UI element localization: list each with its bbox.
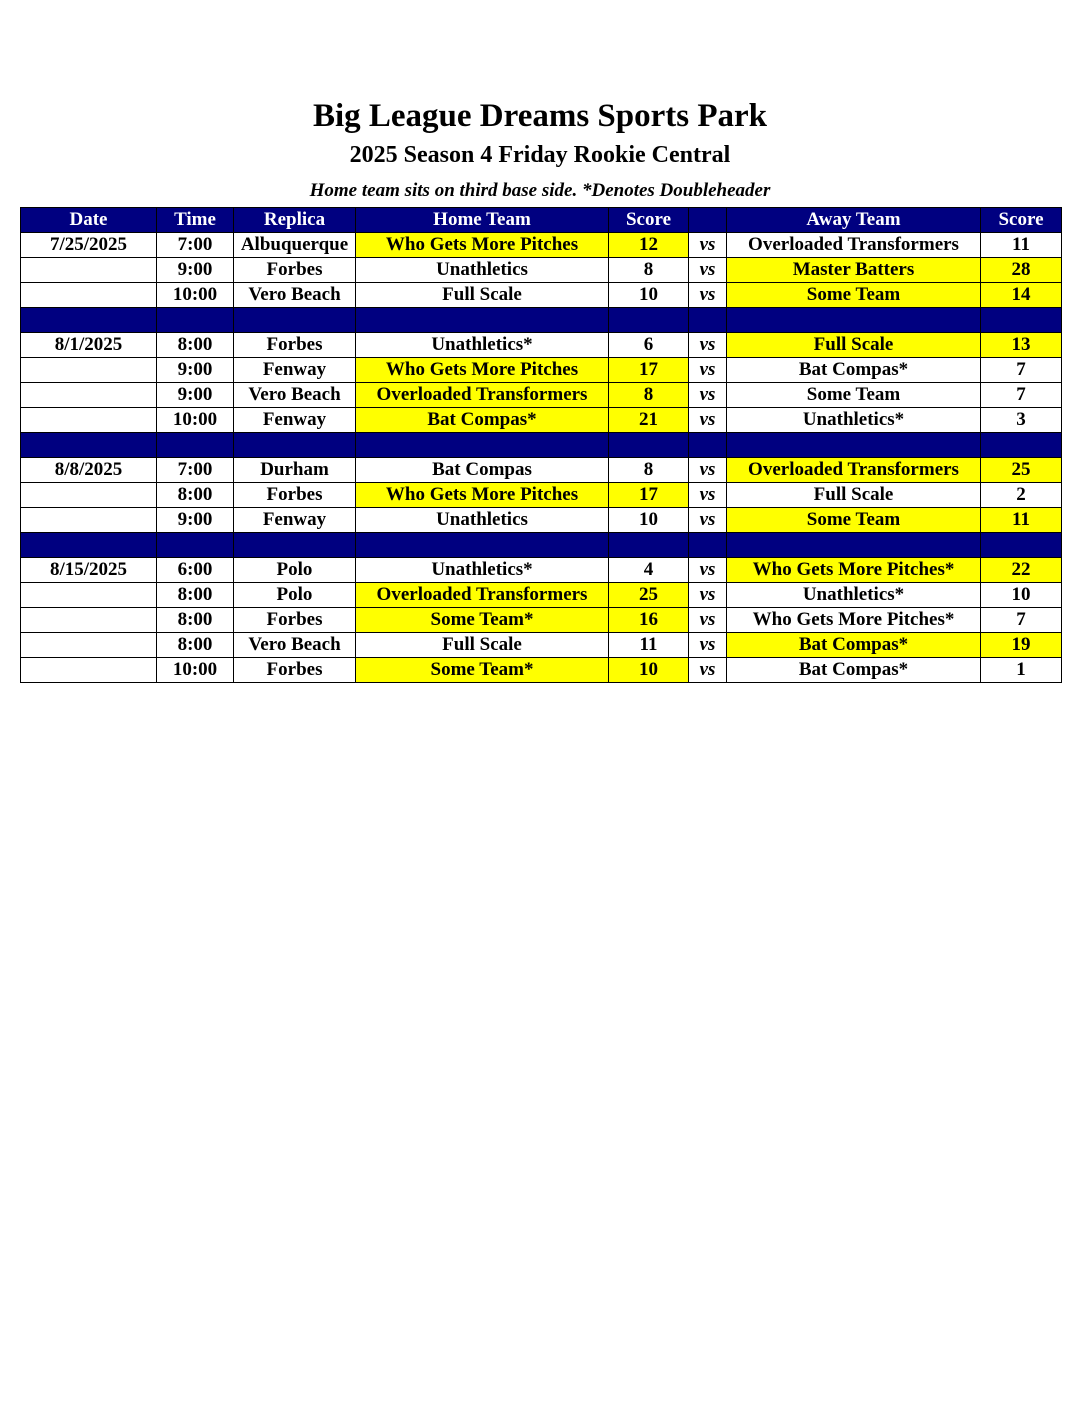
replica-cell: Vero Beach (234, 633, 356, 658)
home-score-cell: 12 (609, 233, 689, 258)
replica-cell: Forbes (234, 333, 356, 358)
separator-cell (689, 533, 727, 558)
date-separator-row (21, 433, 1062, 458)
home-score-cell: 10 (609, 508, 689, 533)
separator-cell (21, 533, 157, 558)
away-score-cell: 11 (981, 508, 1062, 533)
home-score-cell: 17 (609, 483, 689, 508)
schedule-note: Home team sits on third base side. *Denotes Doubleheader (309, 180, 771, 201)
date-cell: 8/8/2025 (21, 458, 157, 483)
separator-cell (981, 308, 1062, 333)
separator-cell (234, 533, 356, 558)
date-cell (21, 508, 157, 533)
replica-cell: Polo (234, 583, 356, 608)
replica-cell: Polo (234, 558, 356, 583)
col-header-home-score: Score (609, 208, 689, 233)
away-score-cell: 22 (981, 558, 1062, 583)
away-score-cell: 7 (981, 383, 1062, 408)
date-cell (21, 608, 157, 633)
home-score-cell: 8 (609, 383, 689, 408)
time-cell: 9:00 (157, 383, 234, 408)
home-team-cell: Overloaded Transformers (356, 583, 609, 608)
home-team-cell: Some Team* (356, 608, 609, 633)
separator-cell (356, 533, 609, 558)
separator-cell (727, 433, 981, 458)
vs-cell: vs (689, 408, 727, 433)
home-team-cell: Unathletics* (356, 333, 609, 358)
home-team-cell: Bat Compas* (356, 408, 609, 433)
game-row (21, 283, 1062, 308)
replica-cell: Forbes (234, 608, 356, 633)
page-title: Big League Dreams Sports Park (312, 98, 768, 134)
game-row (21, 633, 1062, 658)
separator-cell (157, 533, 234, 558)
home-score-cell: 17 (609, 358, 689, 383)
home-score-cell: 8 (609, 258, 689, 283)
home-score-cell: 10 (609, 283, 689, 308)
separator-cell (609, 308, 689, 333)
date-cell (21, 383, 157, 408)
game-row (21, 458, 1062, 483)
time-cell: 8:00 (157, 608, 234, 633)
away-score-cell: 7 (981, 358, 1062, 383)
home-team-cell: Full Scale (356, 633, 609, 658)
home-score-cell: 4 (609, 558, 689, 583)
replica-cell: Durham (234, 458, 356, 483)
away-team-cell: Unathletics* (727, 408, 981, 433)
separator-cell (689, 308, 727, 333)
away-score-cell: 3 (981, 408, 1062, 433)
time-cell: 7:00 (157, 458, 234, 483)
date-cell: 7/25/2025 (21, 233, 157, 258)
page-subtitle: 2025 Season 4 Friday Rookie Central (349, 142, 731, 168)
home-team-cell: Bat Compas (356, 458, 609, 483)
away-score-cell: 7 (981, 608, 1062, 633)
col-header-replica: Replica (234, 208, 356, 233)
vs-cell: vs (689, 508, 727, 533)
date-cell (21, 358, 157, 383)
away-score-cell: 19 (981, 633, 1062, 658)
vs-cell: vs (689, 258, 727, 283)
home-team-cell: Who Gets More Pitches (356, 233, 609, 258)
time-cell: 8:00 (157, 333, 234, 358)
vs-cell: vs (689, 633, 727, 658)
separator-cell (234, 308, 356, 333)
away-score-cell: 1 (981, 658, 1062, 683)
game-row (21, 383, 1062, 408)
time-cell: 8:00 (157, 583, 234, 608)
game-row (21, 483, 1062, 508)
replica-cell: Fenway (234, 358, 356, 383)
date-cell (21, 483, 157, 508)
separator-cell (21, 433, 157, 458)
schedule-body (21, 233, 1062, 683)
date-cell: 8/15/2025 (21, 558, 157, 583)
home-team-cell: Who Gets More Pitches (356, 358, 609, 383)
game-row (21, 233, 1062, 258)
time-cell: 6:00 (157, 558, 234, 583)
col-header-away-team: Away Team (727, 208, 981, 233)
home-team-cell: Who Gets More Pitches (356, 483, 609, 508)
vs-cell: vs (689, 233, 727, 258)
away-score-cell: 11 (981, 233, 1062, 258)
vs-cell: vs (689, 283, 727, 308)
schedule-table (20, 207, 1062, 683)
time-cell: 10:00 (157, 283, 234, 308)
time-cell: 7:00 (157, 233, 234, 258)
separator-cell (157, 308, 234, 333)
replica-cell: Fenway (234, 508, 356, 533)
home-team-cell: Unathletics (356, 258, 609, 283)
home-score-cell: 21 (609, 408, 689, 433)
home-team-cell: Full Scale (356, 283, 609, 308)
date-cell: 8/1/2025 (21, 333, 157, 358)
game-row (21, 508, 1062, 533)
replica-cell: Forbes (234, 258, 356, 283)
away-team-cell: Who Gets More Pitches* (727, 608, 981, 633)
away-team-cell: Bat Compas* (727, 633, 981, 658)
away-team-cell: Some Team (727, 508, 981, 533)
vs-cell: vs (689, 658, 727, 683)
time-cell: 10:00 (157, 408, 234, 433)
away-team-cell: Full Scale (727, 333, 981, 358)
time-cell: 9:00 (157, 358, 234, 383)
date-cell (21, 408, 157, 433)
home-score-cell: 6 (609, 333, 689, 358)
away-team-cell: Overloaded Transformers (727, 233, 981, 258)
game-row (21, 558, 1062, 583)
vs-cell: vs (689, 333, 727, 358)
away-score-cell: 25 (981, 458, 1062, 483)
replica-cell: Vero Beach (234, 383, 356, 408)
time-cell: 8:00 (157, 633, 234, 658)
game-row (21, 258, 1062, 283)
home-score-cell: 10 (609, 658, 689, 683)
home-score-cell: 11 (609, 633, 689, 658)
separator-cell (356, 433, 609, 458)
vs-cell: vs (689, 558, 727, 583)
home-team-cell: Some Team* (356, 658, 609, 683)
separator-cell (609, 533, 689, 558)
away-team-cell: Overloaded Transformers (727, 458, 981, 483)
separator-cell (21, 308, 157, 333)
away-score-cell: 14 (981, 283, 1062, 308)
time-cell: 9:00 (157, 508, 234, 533)
game-row (21, 333, 1062, 358)
vs-cell: vs (689, 358, 727, 383)
replica-cell: Vero Beach (234, 283, 356, 308)
away-score-cell: 13 (981, 333, 1062, 358)
separator-cell (609, 433, 689, 458)
separator-cell (981, 433, 1062, 458)
replica-cell: Forbes (234, 483, 356, 508)
col-header-home-team: Home Team (356, 208, 609, 233)
date-cell (21, 658, 157, 683)
date-separator-row (21, 308, 1062, 333)
time-cell: 8:00 (157, 483, 234, 508)
separator-cell (727, 308, 981, 333)
away-team-cell: Some Team (727, 283, 981, 308)
separator-cell (981, 533, 1062, 558)
home-team-cell: Unathletics* (356, 558, 609, 583)
away-team-cell: Who Gets More Pitches* (727, 558, 981, 583)
away-score-cell: 2 (981, 483, 1062, 508)
away-score-cell: 28 (981, 258, 1062, 283)
away-team-cell: Master Batters (727, 258, 981, 283)
home-team-cell: Overloaded Transformers (356, 383, 609, 408)
away-team-cell: Full Scale (727, 483, 981, 508)
home-score-cell: 8 (609, 458, 689, 483)
game-row (21, 408, 1062, 433)
separator-cell (356, 308, 609, 333)
col-header-vs (689, 208, 727, 233)
date-cell (21, 583, 157, 608)
date-cell (21, 633, 157, 658)
date-cell (21, 258, 157, 283)
vs-cell: vs (689, 608, 727, 633)
home-score-cell: 16 (609, 608, 689, 633)
replica-cell: Forbes (234, 658, 356, 683)
vs-cell: vs (689, 583, 727, 608)
home-team-cell: Unathletics (356, 508, 609, 533)
separator-cell (727, 533, 981, 558)
date-cell (21, 283, 157, 308)
separator-cell (689, 433, 727, 458)
time-cell: 9:00 (157, 258, 234, 283)
away-team-cell: Unathletics* (727, 583, 981, 608)
time-cell: 10:00 (157, 658, 234, 683)
away-team-cell: Some Team (727, 383, 981, 408)
vs-cell: vs (689, 483, 727, 508)
col-header-date: Date (21, 208, 157, 233)
game-row (21, 608, 1062, 633)
col-header-away-score: Score (981, 208, 1062, 233)
game-row (21, 658, 1062, 683)
vs-cell: vs (689, 383, 727, 408)
home-score-cell: 25 (609, 583, 689, 608)
header-row (21, 208, 1062, 233)
replica-cell: Albuquerque (234, 233, 356, 258)
game-row (21, 583, 1062, 608)
separator-cell (157, 433, 234, 458)
game-row (21, 358, 1062, 383)
separator-cell (234, 433, 356, 458)
vs-cell: vs (689, 458, 727, 483)
away-team-cell: Bat Compas* (727, 658, 981, 683)
away-team-cell: Bat Compas* (727, 358, 981, 383)
date-separator-row (21, 533, 1062, 558)
col-header-time: Time (157, 208, 234, 233)
away-score-cell: 10 (981, 583, 1062, 608)
replica-cell: Fenway (234, 408, 356, 433)
